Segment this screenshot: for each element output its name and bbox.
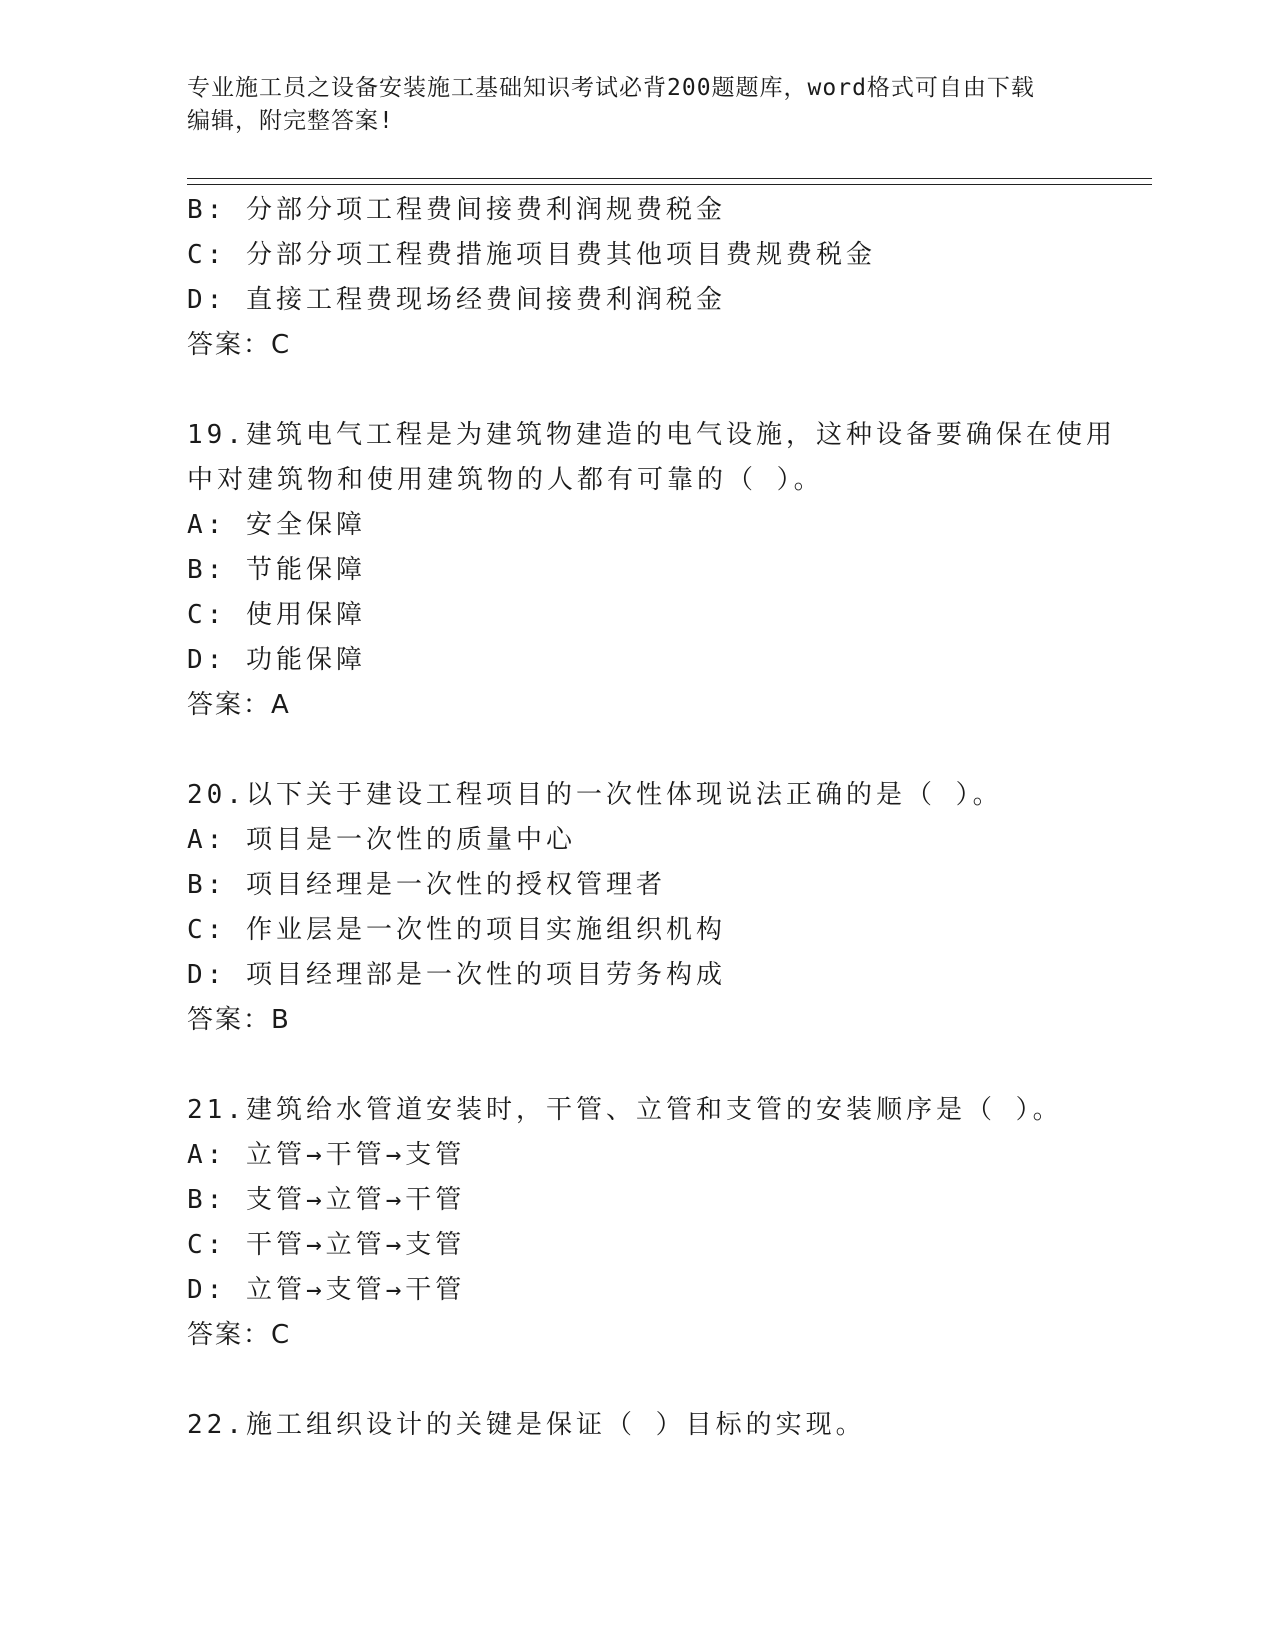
q20-stem: 20.以下关于建设工程项目的一次性体现说法正确的是（ ）。 [187, 780, 1003, 810]
header-line-2: 编辑，附完整答案! [187, 108, 394, 134]
q20-option-d: D: 项目经理部是一次性的项目劳务构成 [187, 960, 726, 990]
q21-option-d: D: 立管→支管→干管 [187, 1275, 466, 1305]
q20-option-c: C: 作业层是一次性的项目实施组织机构 [187, 915, 726, 945]
q21-answer: 答案：C [187, 1320, 292, 1350]
q19-option-d: D: 功能保障 [187, 645, 366, 675]
q19-option-a: A: 安全保障 [187, 510, 366, 540]
q18-answer: 答案：C [187, 330, 292, 360]
q19-stem-line-1: 19.建筑电气工程是为建筑物建造的电气设施，这种设备要确保在使用 [187, 420, 1116, 450]
q22-stem: 22.施工组织设计的关键是保证（ ）目标的实现。 [187, 1410, 866, 1440]
q18-option-b: B: 分部分项工程费间接费利润规费税金 [187, 195, 726, 225]
header-line-1: 专业施工员之设备安装施工基础知识考试必背200题题库，word格式可自由下载 [187, 75, 1035, 101]
q19-option-c: C: 使用保障 [187, 600, 366, 630]
header-divider-bottom [187, 184, 1152, 185]
q18-option-c: C: 分部分项工程费措施项目费其他项目费规费税金 [187, 240, 876, 270]
document-header [187, 72, 1087, 138]
header-divider-top [187, 178, 1152, 179]
q20-option-a: A: 项目是一次性的质量中心 [187, 825, 576, 855]
q18-option-d: D: 直接工程费现场经费间接费利润税金 [187, 285, 726, 315]
q19-answer: 答案：A [187, 690, 291, 720]
q20-option-b: B: 项目经理是一次性的授权管理者 [187, 870, 666, 900]
q19-stem-line-2: 中对建筑物和使用建筑物的人都有可靠的（ ）。 [187, 465, 824, 495]
q21-option-c: C: 干管→立管→支管 [187, 1230, 466, 1260]
q21-option-b: B: 支管→立管→干管 [187, 1185, 466, 1215]
q21-stem: 21.建筑给水管道安装时，干管、立管和支管的安装顺序是（ ）。 [187, 1095, 1063, 1125]
q21-option-a: A: 立管→干管→支管 [187, 1140, 466, 1170]
q20-answer: 答案：B [187, 1005, 291, 1035]
q19-option-b: B: 节能保障 [187, 555, 366, 585]
